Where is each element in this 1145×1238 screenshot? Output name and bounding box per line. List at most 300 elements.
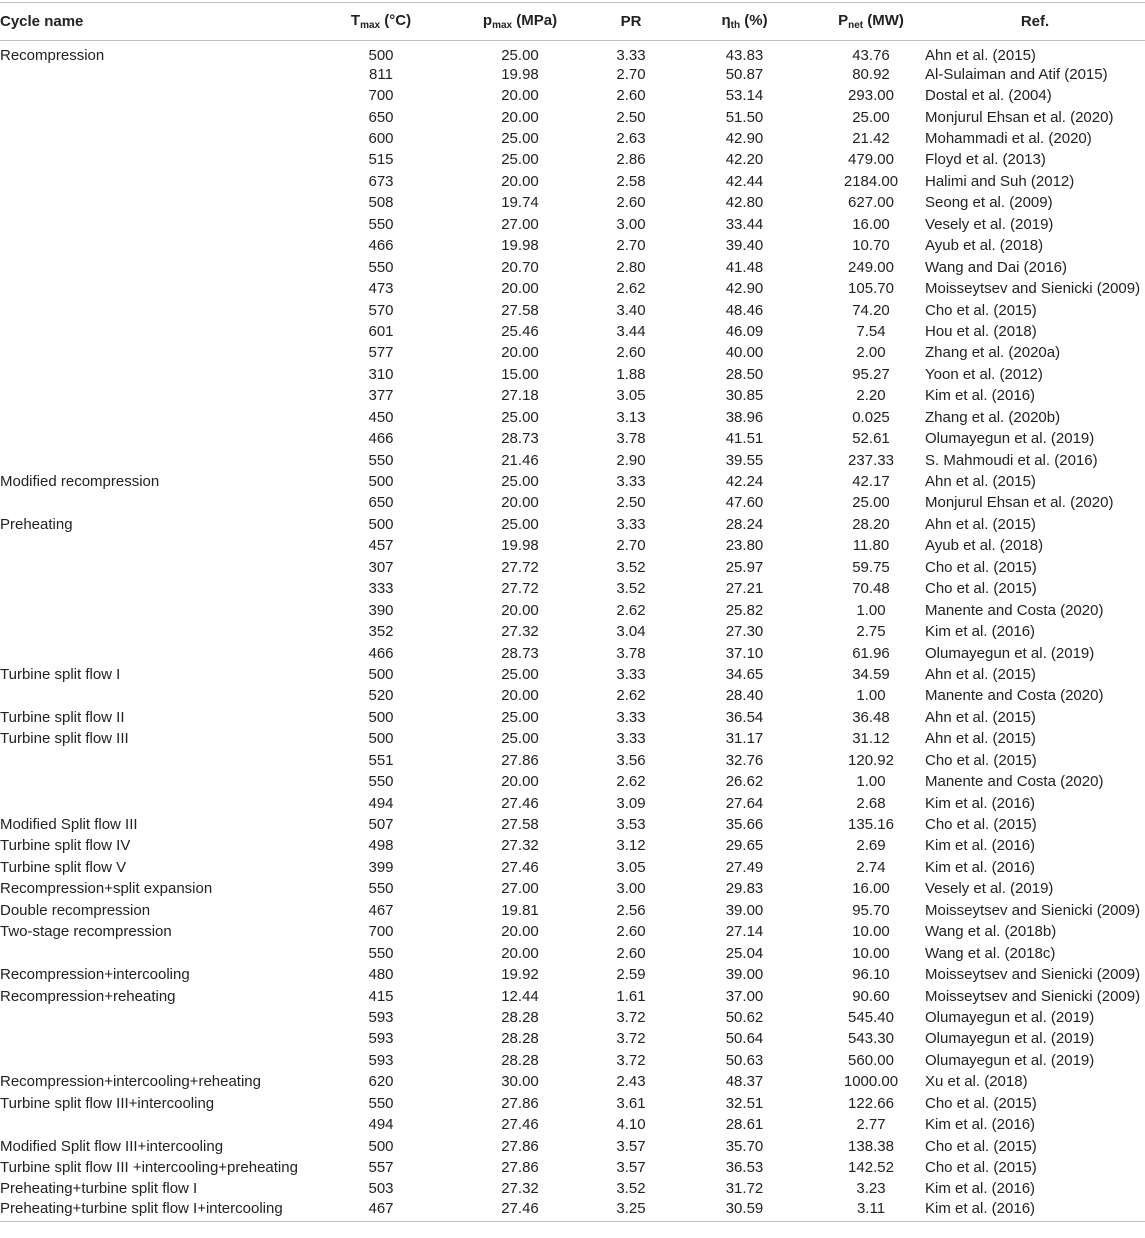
cell-cycle-name xyxy=(0,149,312,170)
cell-ref: Wang and Dai (2016) xyxy=(925,258,1068,276)
cell-tmax: 500 xyxy=(368,1137,394,1155)
cell-cycle-name: Turbine split flow IV xyxy=(0,837,131,855)
cell-tmax: 515 xyxy=(368,151,394,169)
cell-pr: 3.33 xyxy=(616,708,646,726)
cell-tmax: 551 xyxy=(368,751,394,769)
table-row xyxy=(0,621,1145,642)
cell-pnet: 2.75 xyxy=(856,623,886,641)
cell-pnet: 10.70 xyxy=(852,237,890,255)
table-row xyxy=(0,385,1145,406)
cell-cycle-name xyxy=(0,106,312,127)
cell-pnet: 25.00 xyxy=(852,494,890,512)
table-row xyxy=(0,106,1145,127)
table-row xyxy=(0,1157,1145,1178)
cell-pmax: 20.00 xyxy=(501,108,539,126)
cell-eta-th: 42.90 xyxy=(725,130,764,148)
cell-pnet: 34.59 xyxy=(852,665,890,683)
table-row xyxy=(0,428,1145,449)
cell-ref: Olumayegun et al. (2019) xyxy=(925,1051,1095,1069)
cell-tmax: 577 xyxy=(368,344,394,362)
table-row xyxy=(0,1200,1145,1222)
cell-pr: 2.59 xyxy=(616,966,646,984)
cell-eta-th: 25.04 xyxy=(725,944,764,962)
cell-pmax: 21.46 xyxy=(501,451,539,469)
cell-tmax: 500 xyxy=(368,665,394,683)
cell-pmax: 27.58 xyxy=(501,816,539,834)
cell-eta-th: 50.62 xyxy=(725,1008,764,1026)
cell-pnet: 1000.00 xyxy=(843,1073,899,1091)
table-row xyxy=(0,1050,1145,1071)
cell-eta-th: 38.96 xyxy=(725,408,764,426)
cell-cycle-name: Turbine split flow I xyxy=(0,665,121,683)
cell-tmax: 500 xyxy=(368,708,394,726)
cell-pmax: 27.46 xyxy=(450,1200,590,1222)
cell-tmax: 507 xyxy=(368,816,394,834)
cell-ref: Wang et al. (2018c) xyxy=(925,944,1056,962)
cell-cycle-name xyxy=(0,278,312,299)
cell-pnet: 2.77 xyxy=(856,1116,886,1134)
cell-tmax: 700 xyxy=(368,923,394,941)
table-row xyxy=(0,407,1145,428)
cell-ref: Kim et al. (2016) xyxy=(925,387,1036,405)
cell-pmax: 20.00 xyxy=(501,280,539,298)
table-row xyxy=(0,364,1145,385)
cell-tmax: 600 xyxy=(368,130,394,148)
cell-pnet: 28.20 xyxy=(852,515,890,533)
cell-cycle-name xyxy=(0,407,312,428)
table-row xyxy=(0,492,1145,513)
cell-ref: Cho et al. (2015) xyxy=(925,301,1037,319)
cell-pmax: 25.00 xyxy=(501,408,539,426)
cell-pr: 2.70 xyxy=(616,237,646,255)
cell-ref: Kim et al. (2016) xyxy=(925,1180,1036,1198)
cell-eta-th: 42.24 xyxy=(725,473,764,491)
cell-pr: 3.44 xyxy=(616,322,646,340)
cell-pmax: 20.00 xyxy=(501,687,539,705)
cell-eta-th: 42.90 xyxy=(725,280,764,298)
cell-pmax: 27.32 xyxy=(501,1180,539,1198)
cell-cycle-name: Turbine split flow III+intercooling xyxy=(0,1094,215,1112)
cell-pr: 1.88 xyxy=(616,365,646,383)
cell-pmax: 27.00 xyxy=(501,215,539,233)
cell-tmax: 310 xyxy=(368,365,394,383)
cell-ref: Cho et al. (2015) xyxy=(925,1094,1037,1112)
cell-pmax: 27.86 xyxy=(501,751,539,769)
table-row xyxy=(0,214,1145,235)
cell-eta-th: 39.40 xyxy=(725,237,764,255)
cell-pr: 3.33 xyxy=(616,515,646,533)
cell-eta-th: 29.83 xyxy=(725,880,764,898)
cell-eta-th: 35.66 xyxy=(725,816,764,834)
cell-pmax: 27.86 xyxy=(501,1159,539,1177)
cell-pr: 3.52 xyxy=(616,1180,646,1198)
table-row xyxy=(0,321,1145,342)
cell-eta-th: 27.49 xyxy=(725,858,764,876)
cell-pnet: 0.025 xyxy=(852,408,890,426)
header-ref: Ref. xyxy=(925,2,1145,40)
cell-tmax: 500 xyxy=(368,473,394,491)
cell-pnet: 105.70 xyxy=(848,280,894,298)
cell-cycle-name xyxy=(0,1007,312,1028)
cell-eta-th: 39.00 xyxy=(725,966,764,984)
cell-tmax: 473 xyxy=(368,280,394,298)
cell-pmax: 27.86 xyxy=(501,1094,539,1112)
cell-pr: 3.61 xyxy=(616,1094,646,1112)
cell-pnet: 59.75 xyxy=(852,558,890,576)
cell-eta-th: 37.10 xyxy=(725,644,764,662)
table-row xyxy=(0,985,1145,1006)
cell-pr: 2.60 xyxy=(616,194,646,212)
cell-tmax: 500 xyxy=(368,515,394,533)
cell-cycle-name: Turbine split flow II xyxy=(0,708,125,726)
cell-pnet: 543.30 xyxy=(848,1030,894,1048)
cell-eta-th: 27.21 xyxy=(725,580,764,598)
cell-pr: 3.00 xyxy=(616,880,646,898)
cell-eta-th: 41.51 xyxy=(725,430,764,448)
table-row xyxy=(0,171,1145,192)
cell-tmax: 550 xyxy=(368,944,394,962)
cell-pmax: 27.58 xyxy=(501,301,539,319)
cell-pnet: 1.00 xyxy=(856,601,886,619)
cell-tmax: 811 xyxy=(369,65,393,83)
cell-tmax: 377 xyxy=(368,387,394,405)
cell-cycle-name: Double recompression xyxy=(0,901,151,919)
cell-tmax: 550 xyxy=(368,258,394,276)
cell-pmax: 20.00 xyxy=(501,494,539,512)
cell-cycle-name xyxy=(0,492,312,513)
cell-pmax: 19.98 xyxy=(501,237,539,255)
cell-eta-th: 47.60 xyxy=(725,494,764,512)
cell-cycle-name xyxy=(0,235,312,256)
cell-pmax: 25.00 xyxy=(501,730,539,748)
cell-ref: Olumayegun et al. (2019) xyxy=(925,1030,1095,1048)
cell-pr: 2.62 xyxy=(616,687,646,705)
cell-cycle-name: Recompression+intercooling xyxy=(0,966,190,984)
cell-ref: Olumayegun et al. (2019) xyxy=(925,1008,1095,1026)
cell-pnet: 31.12 xyxy=(852,730,890,748)
cell-cycle-name xyxy=(0,685,312,706)
cell-eta-th: 30.85 xyxy=(725,387,764,405)
cell-eta-th: 28.24 xyxy=(725,515,764,533)
cell-pr: 2.90 xyxy=(616,451,646,469)
cell-tmax: 466 xyxy=(368,644,394,662)
cell-pnet: 74.20 xyxy=(852,301,890,319)
cell-cycle-name xyxy=(0,599,312,620)
cell-pmax: 27.46 xyxy=(501,858,539,876)
table-row xyxy=(0,750,1145,771)
cell-pnet: 545.40 xyxy=(848,1008,894,1026)
table-row xyxy=(0,1135,1145,1156)
cell-pr: 3.33 xyxy=(616,665,646,683)
cell-pmax: 30.00 xyxy=(501,1073,539,1091)
cell-pr: 3.25 xyxy=(590,1200,672,1222)
cell-pnet: 3.11 xyxy=(817,1200,925,1222)
table-row xyxy=(0,921,1145,942)
cell-eta-th: 31.17 xyxy=(725,730,764,748)
cell-cycle-name: Preheating+turbine split flow I+intercooling xyxy=(0,1200,312,1222)
cell-pmax: 28.73 xyxy=(501,430,539,448)
cell-ref: Seong et al. (2009) xyxy=(925,194,1053,212)
table-row xyxy=(0,85,1145,106)
cell-tmax: 593 xyxy=(368,1008,394,1026)
cell-pnet: 16.00 xyxy=(852,880,890,898)
table-row xyxy=(0,535,1145,556)
cell-tmax: 457 xyxy=(368,537,394,555)
cell-eta-th: 27.14 xyxy=(725,923,764,941)
cell-cycle-name xyxy=(0,85,312,106)
table-row xyxy=(0,342,1145,363)
cell-cycle-name xyxy=(0,128,312,149)
cell-pnet: 120.92 xyxy=(848,751,894,769)
cell-tmax: 467 xyxy=(368,901,394,919)
cell-ref: Moisseytsev and Sienicki (2009) xyxy=(925,280,1141,298)
cell-tmax: 415 xyxy=(368,987,394,1005)
cell-pnet: 80.92 xyxy=(852,65,890,83)
cell-pmax: 25.00 xyxy=(501,515,539,533)
cell-pmax: 25.00 xyxy=(501,130,539,148)
cell-cycle-name: Recompression xyxy=(0,46,105,64)
cell-ref: Olumayegun et al. (2019) xyxy=(925,430,1095,448)
cell-eta-th: 48.37 xyxy=(725,1073,764,1091)
cell-tmax: 503 xyxy=(368,1180,394,1198)
cell-pmax: 19.81 xyxy=(501,901,539,919)
cell-cycle-name: Turbine split flow V xyxy=(0,858,127,876)
cell-pnet: 2.69 xyxy=(856,837,886,855)
cell-ref: Zhang et al. (2020a) xyxy=(925,344,1061,362)
cell-pnet: 16.00 xyxy=(852,215,890,233)
table-row xyxy=(0,964,1145,985)
cell-cycle-name: Recompression+intercooling+reheating xyxy=(0,1073,261,1091)
table-row xyxy=(0,771,1145,792)
cell-ref: Al-Sulaiman and Atif (2015) xyxy=(925,65,1108,83)
cell-pnet: 1.00 xyxy=(856,687,886,705)
cell-ref: Cho et al. (2015) xyxy=(925,816,1037,834)
cell-pr: 3.04 xyxy=(616,623,646,641)
table-row xyxy=(0,1028,1145,1049)
cell-cycle-name xyxy=(0,214,312,235)
cell-cycle-name xyxy=(0,942,312,963)
cell-ref: Cho et al. (2015) xyxy=(925,1159,1037,1177)
cell-pnet: 135.16 xyxy=(848,816,894,834)
cell-cycle-name xyxy=(0,792,312,813)
cell-ref: Cho et al. (2015) xyxy=(925,1137,1037,1155)
cell-tmax: 601 xyxy=(368,322,394,340)
cell-pnet: 90.60 xyxy=(852,987,890,1005)
table-row xyxy=(0,642,1145,663)
cell-pnet: 2.00 xyxy=(856,344,886,362)
cell-tmax: 466 xyxy=(368,430,394,448)
table-body xyxy=(0,40,1145,1221)
cell-cycle-name: Recompression+reheating xyxy=(0,987,176,1005)
cell-pr: 3.05 xyxy=(616,387,646,405)
cell-pmax: 20.00 xyxy=(501,773,539,791)
cell-pmax: 19.98 xyxy=(501,65,539,83)
cell-ref: Vesely et al. (2019) xyxy=(925,880,1054,898)
cell-eta-th: 33.44 xyxy=(725,215,764,233)
cell-pmax: 20.00 xyxy=(501,601,539,619)
cell-tmax: 333 xyxy=(368,580,394,598)
cell-pmax: 25.00 xyxy=(501,46,539,64)
cell-ref: Moisseytsev and Sienicki (2009) xyxy=(925,966,1141,984)
cell-eta-th: 26.62 xyxy=(725,773,764,791)
cell-pmax: 19.74 xyxy=(501,194,539,212)
cell-cycle-name xyxy=(0,342,312,363)
cell-pr: 2.43 xyxy=(616,1073,646,1091)
cell-pr: 3.00 xyxy=(616,215,646,233)
cell-pnet: 627.00 xyxy=(848,194,894,212)
cell-pmax: 27.32 xyxy=(501,837,539,855)
cell-tmax: 550 xyxy=(368,880,394,898)
cell-tmax: 593 xyxy=(368,1030,394,1048)
cell-cycle-name: Turbine split flow III xyxy=(0,730,129,748)
cell-eta-th: 30.59 xyxy=(672,1200,817,1222)
cell-pmax: 27.46 xyxy=(501,1116,539,1134)
cell-pmax: 19.98 xyxy=(501,537,539,555)
cell-tmax: 557 xyxy=(368,1159,394,1177)
table-row xyxy=(0,685,1145,706)
cell-pmax: 28.28 xyxy=(501,1030,539,1048)
cell-pr: 3.52 xyxy=(616,558,646,576)
cell-ref: Monjurul Ehsan et al. (2020) xyxy=(925,108,1114,126)
cell-pmax: 28.73 xyxy=(501,644,539,662)
cell-pmax: 25.46 xyxy=(501,322,539,340)
cell-pmax: 27.18 xyxy=(501,387,539,405)
table-row xyxy=(0,299,1145,320)
cell-tmax: 550 xyxy=(368,451,394,469)
cell-cycle-name: Preheating+turbine split flow I xyxy=(0,1180,198,1198)
cell-pr: 1.61 xyxy=(616,987,646,1005)
cell-ref: Kim et al. (2016) xyxy=(925,794,1036,812)
cell-eta-th: 32.76 xyxy=(725,751,764,769)
cell-ref: Monjurul Ehsan et al. (2020) xyxy=(925,494,1114,512)
cell-pnet: 10.00 xyxy=(852,944,890,962)
cell-pmax: 19.92 xyxy=(501,966,539,984)
cell-ref: Xu et al. (2018) xyxy=(925,1073,1028,1091)
cell-cycle-name xyxy=(0,1028,312,1049)
cell-pr: 3.56 xyxy=(616,751,646,769)
cell-pmax: 20.00 xyxy=(501,87,539,105)
cell-eta-th: 42.44 xyxy=(725,172,764,190)
cell-ref: Yoon et al. (2012) xyxy=(925,365,1043,383)
table-row xyxy=(0,942,1145,963)
cell-eta-th: 50.63 xyxy=(725,1051,764,1069)
cell-pnet: 142.52 xyxy=(848,1159,894,1177)
cell-pr: 2.62 xyxy=(616,773,646,791)
cell-pr: 3.78 xyxy=(616,644,646,662)
cell-pnet: 2.74 xyxy=(856,858,886,876)
cell-cycle-name: Preheating xyxy=(0,515,73,533)
cell-pmax: 20.00 xyxy=(501,344,539,362)
cell-pr: 3.78 xyxy=(616,430,646,448)
cell-eta-th: 31.72 xyxy=(725,1180,764,1198)
cell-pr: 2.50 xyxy=(616,108,646,126)
cell-pr: 2.60 xyxy=(616,923,646,941)
cell-ref: Ahn et al. (2015) xyxy=(925,730,1036,748)
table-row xyxy=(0,664,1145,685)
cell-cycle-name xyxy=(0,428,312,449)
cell-cycle-name xyxy=(0,642,312,663)
table-row xyxy=(0,1178,1145,1199)
cell-cycle-name xyxy=(0,750,312,771)
cell-eta-th: 41.48 xyxy=(725,258,764,276)
table-row xyxy=(0,578,1145,599)
cell-cycle-name: Modified recompression xyxy=(0,473,160,491)
header-eta-th: $\eta_{th}$ (%) xyxy=(672,2,817,40)
cell-cycle-name xyxy=(0,299,312,320)
cell-ref: Ahn et al. (2015) xyxy=(925,708,1036,726)
cell-ref: Kim et al. (2016) xyxy=(925,623,1036,641)
cell-pnet: 52.61 xyxy=(852,430,890,448)
table-row xyxy=(0,278,1145,299)
cell-pr: 3.72 xyxy=(616,1051,646,1069)
cell-tmax: 500 xyxy=(368,730,394,748)
cell-pr: 2.86 xyxy=(616,151,646,169)
cell-pr: 2.62 xyxy=(616,601,646,619)
cell-eta-th: 27.64 xyxy=(725,794,764,812)
cell-eta-th: 39.55 xyxy=(725,451,764,469)
cell-pr: 2.56 xyxy=(616,901,646,919)
cell-eta-th: 23.80 xyxy=(725,537,764,555)
cell-ref: Manente and Costa (2020) xyxy=(925,687,1104,705)
cell-tmax: 307 xyxy=(368,558,394,576)
cell-pmax: 28.28 xyxy=(501,1008,539,1026)
cell-cycle-name: Recompression+split expansion xyxy=(0,880,213,898)
table-row xyxy=(0,900,1145,921)
cell-pnet: 42.17 xyxy=(852,473,890,491)
cell-pr: 3.72 xyxy=(616,1008,646,1026)
cell-pr: 2.70 xyxy=(616,537,646,555)
cell-tmax: 450 xyxy=(368,408,394,426)
cell-eta-th: 46.09 xyxy=(725,322,764,340)
cell-tmax: 399 xyxy=(368,858,394,876)
cell-ref: Wang et al. (2018b) xyxy=(925,923,1057,941)
cell-pnet: 61.96 xyxy=(852,644,890,662)
cell-pnet: 36.48 xyxy=(852,708,890,726)
table-row xyxy=(0,707,1145,728)
cell-ref: Kim et al. (2016) xyxy=(925,1200,1145,1222)
table-row xyxy=(0,192,1145,213)
cell-pnet: 237.33 xyxy=(848,451,894,469)
cell-ref: Kim et al. (2016) xyxy=(925,1116,1036,1134)
cell-cycle-name xyxy=(0,364,312,385)
table-row xyxy=(0,128,1145,149)
cell-cycle-name xyxy=(0,449,312,470)
cell-cycle-name xyxy=(0,578,312,599)
cell-pr: 3.52 xyxy=(616,580,646,598)
cell-pnet: 138.38 xyxy=(848,1137,894,1155)
cell-pr: 2.60 xyxy=(616,87,646,105)
cell-pmax: 25.00 xyxy=(501,473,539,491)
cell-pmax: 27.72 xyxy=(501,558,539,576)
cell-ref: Cho et al. (2015) xyxy=(925,751,1037,769)
cell-pnet: 2184.00 xyxy=(843,172,899,190)
cell-pmax: 27.32 xyxy=(501,623,539,641)
table-row xyxy=(0,1071,1145,1092)
cell-pr: 3.33 xyxy=(616,473,646,491)
cell-eta-th: 25.82 xyxy=(725,601,764,619)
table-row xyxy=(0,256,1145,277)
cell-tmax: 550 xyxy=(368,1094,394,1112)
cell-eta-th: 53.14 xyxy=(725,87,764,105)
cell-tmax: 570 xyxy=(368,301,394,319)
header-cycle-name: Cycle name xyxy=(0,2,312,40)
cell-pnet: 2.68 xyxy=(856,794,886,812)
cell-pr: 3.57 xyxy=(616,1159,646,1177)
cell-pmax: 25.00 xyxy=(501,665,539,683)
cell-tmax: 494 xyxy=(368,1116,394,1134)
cell-pr: 2.62 xyxy=(616,280,646,298)
cell-tmax: 508 xyxy=(368,194,394,212)
